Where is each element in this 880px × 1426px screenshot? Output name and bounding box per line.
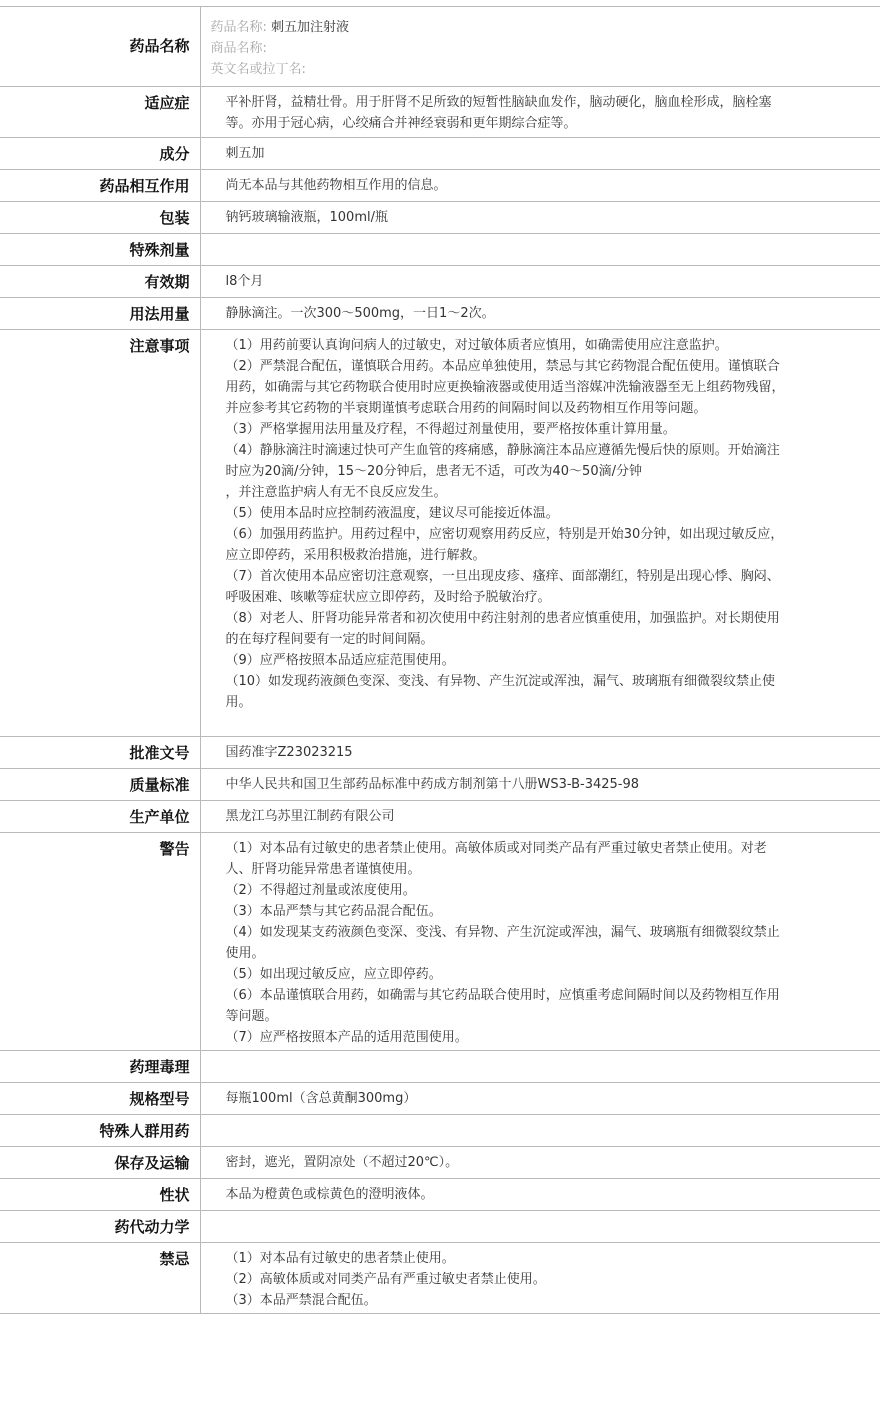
row-storage [0,1147,880,1179]
indication-text: 平补肝肾，益精壮骨。用于肝肾不足所致的短暂性脑缺血发作，脑动硬化，脑血栓形成，脑栓塞等。亦用于冠心病，心绞痛合并神经衰弱和更年期综合症等。 [201,87,880,134]
appearance-text: 本品为橙黄色或棕黄色的澄明液体。 [201,1179,880,1205]
row-label: 药品相互作用 [0,176,190,196]
precautions-list [201,330,880,713]
precaution-item: （1）用药前要认真询问病人的过敏史，对过敏体质者应慎用，如确需使用应注意监护。 [226,335,786,356]
precaution-item: （9）应严格按照本品适应症范围使用。 [226,650,786,671]
row-label-cell [0,202,200,234]
row-label-cell [0,170,200,202]
row-label-cell [0,87,200,138]
row-label-cell [0,1051,200,1083]
row-value-cell [200,1051,880,1083]
ingredients-text: 刺五加 [201,138,880,164]
row-value-cell [200,769,880,801]
row-label-cell [0,1243,200,1314]
row-value-cell [200,833,880,1051]
row-value-cell [200,1211,880,1243]
special-population-text [201,1115,880,1120]
warning-item: （6）本品谨慎联合用药，如确需与其它药品联合使用时，应慎重考虑间隔时间以及药物相互作用等问题。 [226,985,786,1027]
row-interactions [0,170,880,202]
contraindications-list [201,1243,880,1311]
row-label-cell [0,266,200,298]
row-label: 包装 [0,208,190,228]
row-value-cell [200,1179,880,1211]
english-name-label: 英文名或拉丁名: [211,59,880,80]
row-appearance [0,1179,880,1211]
row-label-cell [0,769,200,801]
row-label-cell [0,1147,200,1179]
row-label-cell [0,833,200,1051]
specification-text: 每瓶100ml（含总黄酮300mg） [201,1083,880,1109]
drug-name-label: 药品名称: [211,20,267,35]
trade-name-label: 商品名称: [211,38,880,59]
row-drug-name [0,7,880,87]
row-contraindications [0,1243,880,1314]
row-value-cell [200,801,880,833]
row-label: 用法用量 [0,304,190,324]
row-label: 规格型号 [0,1089,190,1109]
warning-item: （5）如出现过敏反应，应立即停药。 [226,964,786,985]
row-value-cell [200,87,880,138]
row-packaging [0,202,880,234]
drug-info-table [0,6,880,1314]
row-special-dosage [0,234,880,266]
precaution-item: （4）静脉滴注时滴速过快可产生血管的疼痛感，静脉滴注本品应遵循先慢后快的原则。开始滴注时应为20滴/分钟，15～20分钟后，患者无不适，可改为40～50滴/分钟 [226,440,786,482]
contraindication-item: （2）高敏体质或对同类产品有严重过敏史者禁止使用。 [226,1269,786,1290]
row-label: 性状 [0,1185,190,1205]
warning-list [201,833,880,1048]
row-label-cell [0,1083,200,1115]
row-label: 适应症 [0,93,190,113]
pharmacology-text [201,1051,880,1056]
row-validity [0,266,880,298]
row-label: 批准文号 [0,743,190,763]
row-special-population [0,1115,880,1147]
row-label-cell [0,138,200,170]
row-value-cell [200,138,880,170]
row-value-cell [200,7,880,87]
packaging-text: 钠钙玻璃输液瓶，100ml/瓶 [201,202,880,228]
precaution-item: （7）首次使用本品应密切注意观察，一旦出现皮疹、瘙痒、面部潮红，特别是出现心悸、胸闷、呼吸困难、咳嗽等症状应立即停药，及时给予脱敏治疗。 [226,566,786,608]
row-label: 药理毒理 [0,1057,190,1077]
row-label: 特殊人群用药 [0,1121,190,1141]
row-indication [0,87,880,138]
row-value-cell [200,1243,880,1314]
row-label-cell [0,737,200,769]
row-usage [0,298,880,330]
row-label-cell [0,801,200,833]
row-label: 质量标准 [0,775,190,795]
row-value-cell [200,330,880,737]
drug-names [201,7,880,86]
row-pharmacology [0,1051,880,1083]
row-ingredients [0,138,880,170]
row-label: 生产单位 [0,807,190,827]
warning-item: （2）不得超过剂量或浓度使用。 [226,880,786,901]
row-label-cell [0,1179,200,1211]
row-quality [0,769,880,801]
row-label: 成分 [0,144,190,164]
row-label: 有效期 [0,272,190,292]
row-warning [0,833,880,1051]
row-pharmacokinetics [0,1211,880,1243]
row-label: 特殊剂量 [0,240,190,260]
row-label: 警告 [0,839,190,859]
row-label-cell [0,330,200,737]
row-approval [0,737,880,769]
row-value-cell [200,234,880,266]
row-precautions [0,330,880,737]
row-value-cell [200,170,880,202]
row-value-cell [200,266,880,298]
usage-text: 静脉滴注。一次300～500mg，一日1～2次。 [201,298,880,324]
storage-text: 密封，遮光，置阴凉处（不超过20℃）。 [201,1147,880,1173]
row-value-cell [200,737,880,769]
precaution-item: （2）严禁混合配伍，谨慎联合用药。本品应单独使用，禁忌与其它药物混合配伍使用。谨慎联合用药，如确需与其它药物联合使用时应更换输液器或使用适当溶媒冲洗输液器至无上组药物残留，并应参考其它药物的半衰期谨慎考虑联合用药的间隔时间以及药物相互作用等问题。 [226,356,786,419]
pharmacokinetics-text [201,1211,880,1216]
warning-item: （7）应严格按照本产品的适用范围使用。 [226,1027,786,1048]
row-label-cell [0,7,200,87]
warning-item: （1）对本品有过敏史的患者禁止使用。高敏体质或对同类产品有严重过敏史者禁止使用。对老人、肝肾功能异常患者谨慎使用。 [226,838,786,880]
row-value-cell [200,202,880,234]
row-label-cell [0,1115,200,1147]
row-label: 保存及运输 [0,1153,190,1173]
quality-text: 中华人民共和国卫生部药品标准中药成方制剂第十八册WS3-B-3425-98 [201,769,880,795]
warning-item: （4）如发现某支药液颜色变深、变浅、有异物、产生沉淀或浑浊，漏气、玻璃瓶有细微裂纹禁止使用。 [226,922,786,964]
row-label-cell [0,1211,200,1243]
manufacturer-text: 黑龙江乌苏里江制药有限公司 [201,801,880,827]
interactions-text: 尚无本品与其他药物相互作用的信息。 [201,170,880,196]
contraindication-item: （1）对本品有过敏史的患者禁止使用。 [226,1248,786,1269]
row-label: 药代动力学 [0,1217,190,1237]
row-label: 注意事项 [0,336,190,356]
row-value-cell [200,1083,880,1115]
drug-name-value: 刺五加注射液 [271,20,349,35]
validity-text: l8个月 [201,266,880,292]
contraindication-item: （3）本品严禁混合配伍。 [226,1290,786,1311]
precaution-item: ，并注意监护病人有无不良反应发生。 [226,482,786,503]
row-value-cell [200,1147,880,1179]
precaution-item: （3）严格掌握用法用量及疗程，不得超过剂量使用，要严格按体重计算用量。 [226,419,786,440]
row-label: 禁忌 [0,1249,190,1269]
row-label: 药品名称 [0,36,190,56]
row-value-cell [200,298,880,330]
row-manufacturer [0,801,880,833]
approval-text: 国药准字Z23023215 [201,737,880,763]
precaution-item: （8）对老人、肝肾功能异常者和初次使用中药注射剂的患者应慎重使用，加强监护。对长期使用的在每疗程间要有一定的时间间隔。 [226,608,786,650]
warning-item: （3）本品严禁与其它药品混合配伍。 [226,901,786,922]
row-specification [0,1083,880,1115]
row-label-cell [0,298,200,330]
row-value-cell [200,1115,880,1147]
drug-name-line [211,17,880,38]
precaution-item: （10）如发现药液颜色变深、变浅、有异物、产生沉淀或浑浊，漏气、玻璃瓶有细微裂纹禁止使用。 [226,671,786,713]
precaution-item: （5）使用本品时应控制药液温度，建议尽可能接近体温。 [226,503,786,524]
special-dosage-text [201,234,880,239]
row-label-cell [0,234,200,266]
precaution-item: （6）加强用药监护。用药过程中，应密切观察用药反应，特别是开始30分钟，如出现过敏反应，应立即停药，采用积极救治措施，进行解救。 [226,524,786,566]
